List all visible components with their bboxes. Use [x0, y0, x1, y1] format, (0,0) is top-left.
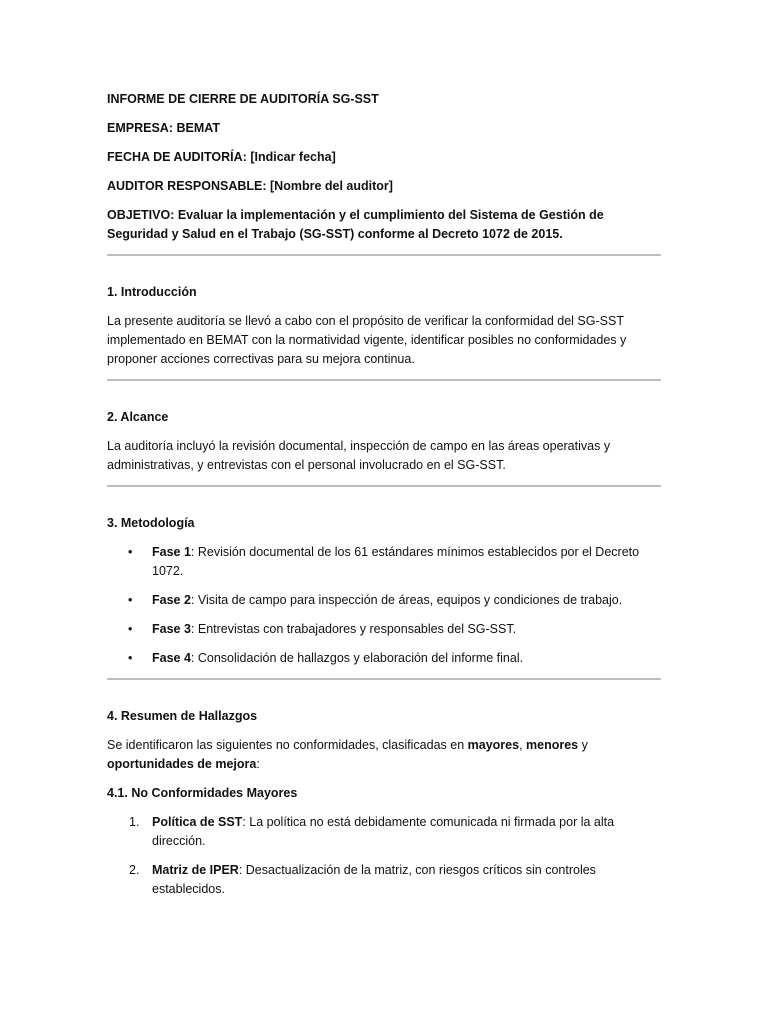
fase-text: : Consolidación de hallazgos y elaboración del informe final.	[190, 651, 524, 665]
hallazgos-intro-text: Se identificaron las siguientes no conformidades, clasificadas en	[107, 738, 468, 752]
list-item	[107, 591, 661, 610]
bullet-icon: •	[128, 651, 133, 665]
empresa-label: EMPRESA:	[107, 121, 173, 135]
fase-label: Fase 3	[152, 622, 191, 636]
section-divider	[107, 254, 661, 256]
section-title-hallazgos: 4. Resumen de Hallazgos	[107, 709, 258, 723]
auditor-label: AUDITOR RESPONSABLE:	[107, 179, 267, 193]
hallazgos-intro	[107, 736, 661, 774]
fecha-value: [Indicar fecha]	[250, 150, 336, 164]
item-label: Política de SST	[152, 815, 243, 829]
item-text: : Desactualización de la matriz, con riesgos críticos sin controles establecidos.	[152, 863, 596, 896]
section-divider	[107, 379, 661, 381]
section-title-alcance: 2. Alcance	[107, 410, 169, 424]
auditor-value: [Nombre del auditor]	[270, 179, 393, 193]
empresa-value: BEMAT	[176, 121, 220, 135]
bullet-icon: •	[128, 545, 133, 559]
bullet-icon: •	[128, 593, 133, 607]
fecha-line	[107, 148, 661, 167]
objective-text: OBJETIVO: Evaluar la implementación y el cumplimiento del Sistema de Gestión de Seguridad y Salud en el Trabajo (SG-SST) conforme al Decreto 1072 de 2015.	[107, 208, 604, 241]
report-title: INFORME DE CIERRE DE AUDITORÍA SG-SST	[107, 92, 379, 106]
list-item	[107, 620, 661, 639]
fecha-label: FECHA DE AUDITORÍA:	[107, 150, 247, 164]
mayores-list	[107, 813, 661, 899]
metodologia-list	[107, 543, 661, 668]
section-title-introduccion: 1. Introducción	[107, 285, 197, 299]
list-item	[107, 543, 661, 581]
subsection-title-mayores: 4.1. No Conformidades Mayores	[107, 786, 298, 800]
item-number: 2.	[129, 863, 140, 877]
separator-text: ,	[519, 738, 527, 752]
mayores-term: mayores	[467, 738, 520, 752]
list-item	[107, 861, 661, 899]
item-label: Matriz de IPER	[152, 863, 239, 877]
list-item	[107, 649, 661, 668]
section-divider	[107, 678, 661, 680]
fase-text: : Revisión documental de los 61 estándares mínimos establecidos por el Decreto 1072.	[152, 545, 640, 578]
fase-text: : Entrevistas con trabajadores y responsables del SG-SST.	[190, 622, 517, 636]
empresa-line	[107, 119, 661, 138]
colon-text: :	[256, 757, 260, 771]
list-item	[107, 813, 661, 851]
auditor-line	[107, 177, 661, 196]
fase-label: Fase 2	[152, 593, 191, 607]
fase-label: Fase 1	[152, 545, 191, 559]
section-divider	[107, 485, 661, 487]
introduccion-text: La presente auditoría se llevó a cabo con el propósito de verificar la conformidad del SG-SST implementado en BEMAT con la normatividad vigente, identificar posibles no conformidades y proponer acciones correctivas para su mejora continua.	[107, 314, 627, 366]
oportunidades-term: oportunidades de mejora	[107, 757, 257, 771]
conjunction-text: y	[578, 738, 588, 752]
section-title-metodologia: 3. Metodología	[107, 516, 195, 530]
alcance-text: La auditoría incluyó la revisión documental, inspección de campo en las áreas operativas y administrativas, y entrevistas con el personal involucrado en el SG-SST.	[107, 439, 611, 472]
fase-text: : Visita de campo para inspección de áreas, equipos y condiciones de trabajo.	[190, 593, 623, 607]
bullet-icon: •	[128, 622, 133, 636]
item-text: : La política no está debidamente comunicada ni firmada por la alta dirección.	[152, 815, 615, 848]
menores-term: menores	[526, 738, 579, 752]
fase-label: Fase 4	[152, 651, 191, 665]
item-number: 1.	[129, 815, 140, 829]
